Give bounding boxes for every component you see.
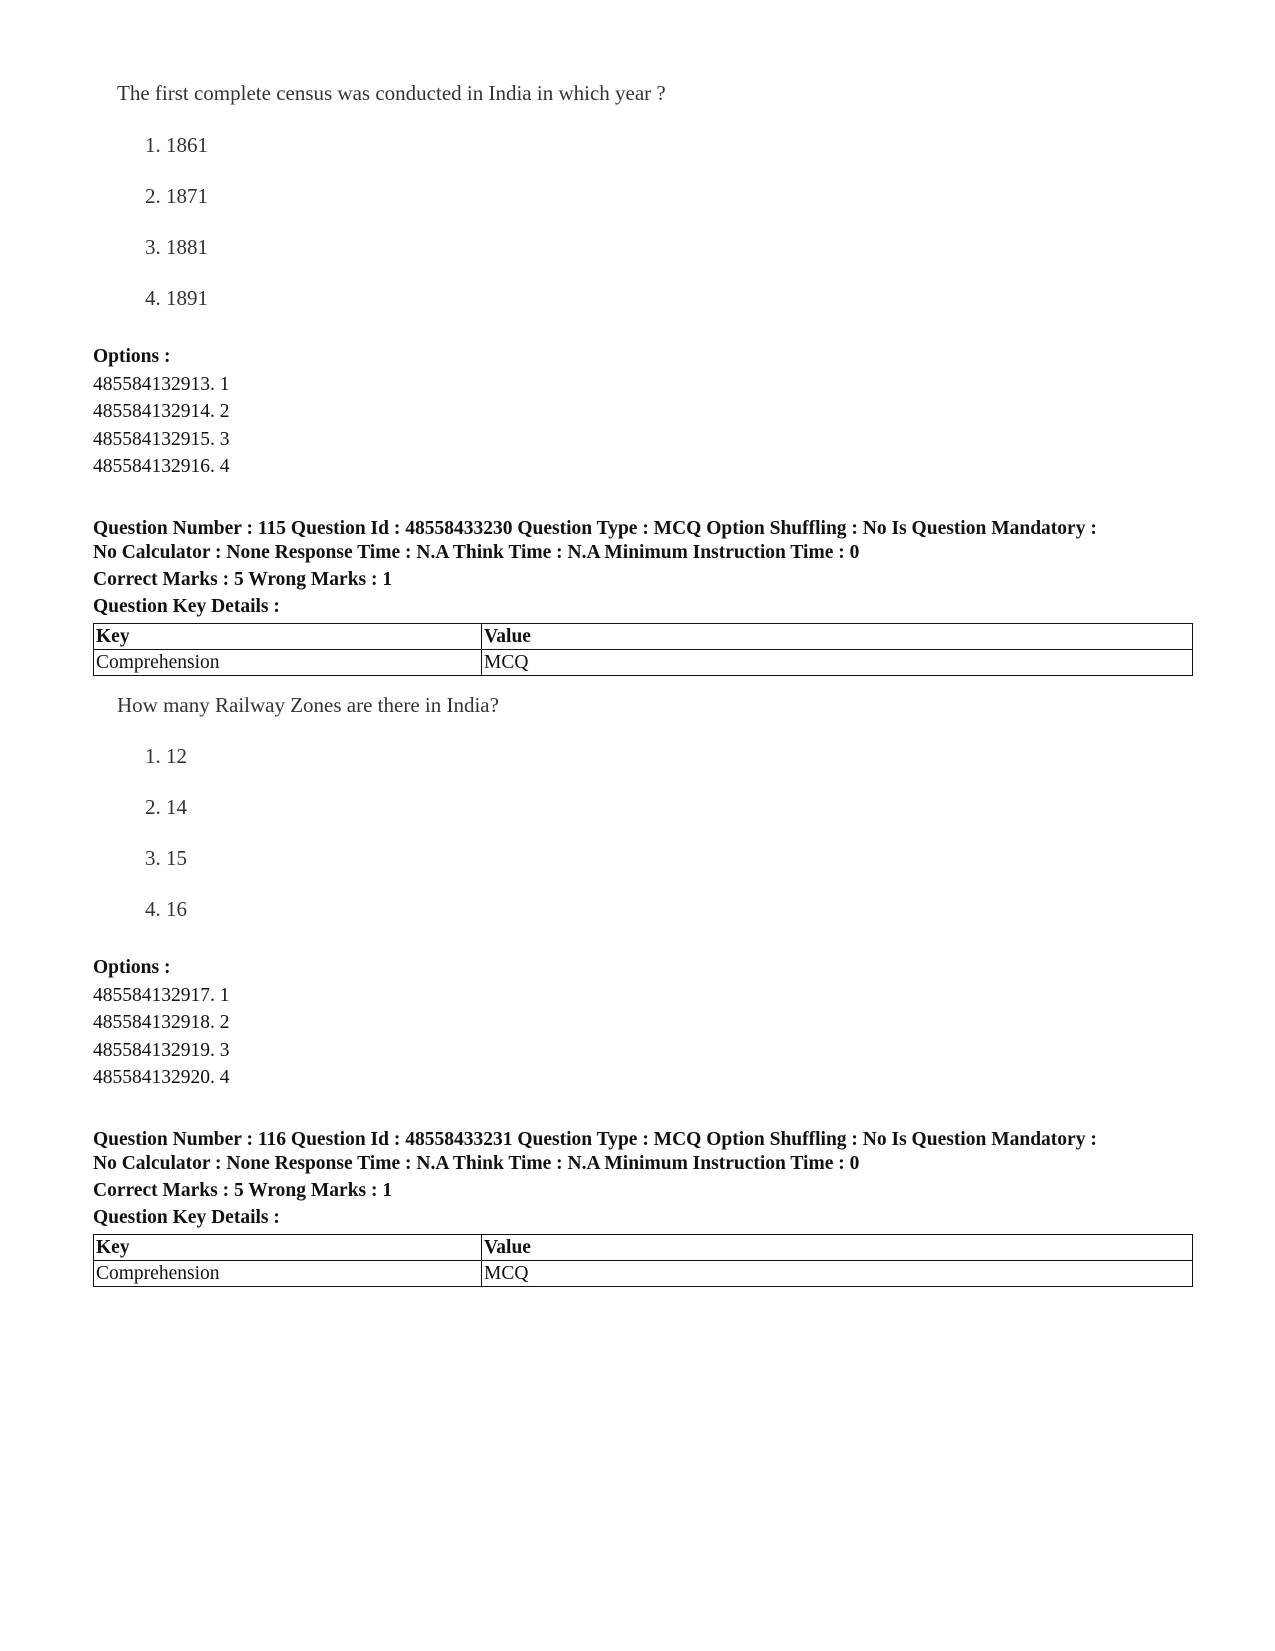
option-id-line: 485584132914. 2 bbox=[93, 401, 230, 422]
choice-1: 1. 1861 bbox=[145, 133, 208, 157]
table-header-row bbox=[94, 1235, 1193, 1261]
table-header-key: Key bbox=[94, 624, 482, 650]
options-label: Options : bbox=[93, 346, 171, 367]
choice-4: 4. 16 bbox=[145, 897, 187, 921]
question-text: How many Railway Zones are there in India? bbox=[117, 693, 499, 717]
table-header-value: Value bbox=[482, 624, 1193, 650]
question-meta-line1: Question Number : 115 Question Id : 48558433230 Question Type : MCQ Option Shuffling : No Is Question Mandatory : bbox=[93, 518, 1097, 539]
option-id-line: 485584132915. 3 bbox=[93, 429, 230, 450]
table-header-row bbox=[94, 624, 1193, 650]
table-cell-key: Comprehension bbox=[94, 1261, 482, 1287]
marks-line: Correct Marks : 5 Wrong Marks : 1 bbox=[93, 569, 393, 590]
question-image-census bbox=[117, 80, 666, 310]
table-cell-key: Comprehension bbox=[94, 650, 482, 676]
question-meta-line2: No Calculator : None Response Time : N.A Think Time : N.A Minimum Instruction Time : 0 bbox=[93, 1153, 860, 1174]
choice-3: 3. 1881 bbox=[145, 235, 208, 259]
choice-3: 3. 15 bbox=[145, 846, 187, 870]
question-meta-line1: Question Number : 116 Question Id : 48558433231 Question Type : MCQ Option Shuffling : No Is Question Mandatory : bbox=[93, 1129, 1097, 1150]
table-cell-value: MCQ bbox=[482, 650, 1193, 676]
choice-1: 1. 12 bbox=[145, 744, 187, 768]
choice-2: 2. 1871 bbox=[145, 184, 208, 208]
question-meta-line2: No Calculator : None Response Time : N.A Think Time : N.A Minimum Instruction Time : 0 bbox=[93, 542, 860, 563]
question-text: The first complete census was conducted in India in which year ? bbox=[117, 81, 666, 105]
options-label: Options : bbox=[93, 957, 171, 978]
table-header-key: Key bbox=[94, 1235, 482, 1261]
option-id-line: 485584132920. 4 bbox=[93, 1067, 230, 1088]
table-cell-value: MCQ bbox=[482, 1261, 1193, 1287]
choice-4: 4. 1891 bbox=[145, 286, 208, 310]
table-row bbox=[94, 650, 1193, 676]
key-details-label: Question Key Details : bbox=[93, 1207, 280, 1228]
key-details-label: Question Key Details : bbox=[93, 596, 280, 617]
key-details-table bbox=[93, 1234, 1193, 1287]
option-id-line: 485584132913. 1 bbox=[93, 374, 230, 395]
option-id-line: 485584132917. 1 bbox=[93, 985, 230, 1006]
key-details-table bbox=[93, 623, 1193, 676]
question-image-railway bbox=[117, 692, 499, 921]
marks-line: Correct Marks : 5 Wrong Marks : 1 bbox=[93, 1180, 393, 1201]
option-id-line: 485584132916. 4 bbox=[93, 456, 230, 477]
choice-2: 2. 14 bbox=[145, 795, 187, 819]
option-id-line: 485584132919. 3 bbox=[93, 1040, 230, 1061]
table-row bbox=[94, 1261, 1193, 1287]
table-header-value: Value bbox=[482, 1235, 1193, 1261]
option-id-line: 485584132918. 2 bbox=[93, 1012, 230, 1033]
